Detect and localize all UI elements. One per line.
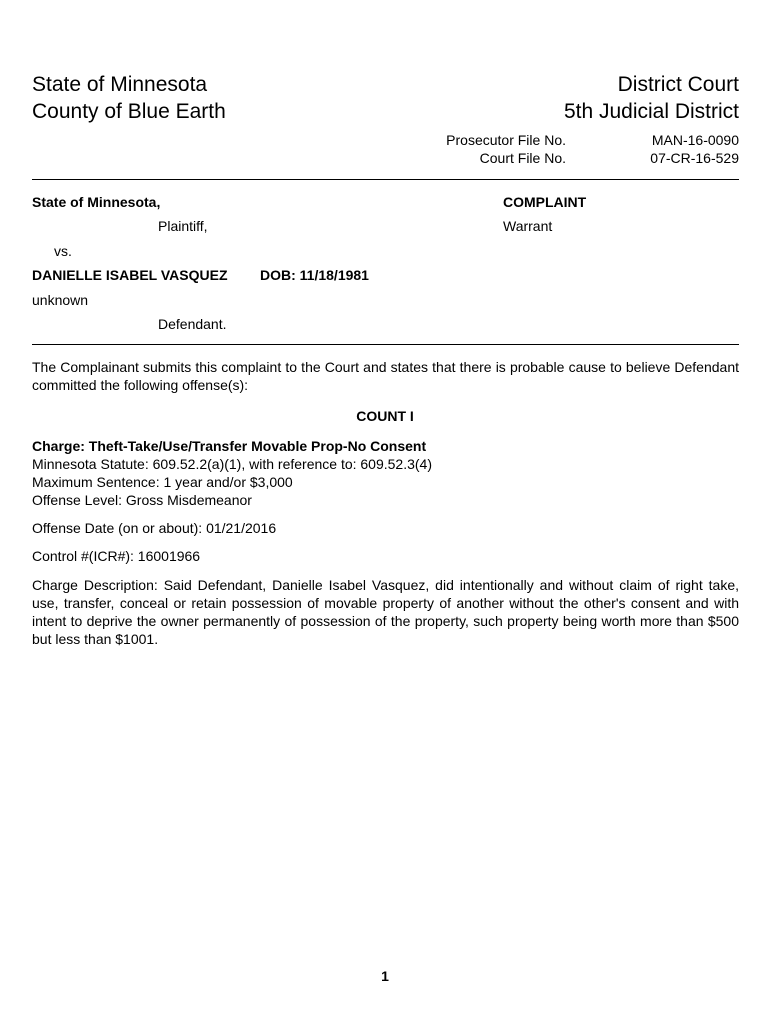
plaintiff-role: Plaintiff, bbox=[158, 218, 208, 234]
intro-paragraph: The Complainant submits this complaint to the Court and states that there is probable cause to believe Defendant committed the following offense(s): bbox=[32, 359, 739, 393]
count-heading: COUNT I bbox=[356, 408, 414, 424]
defendant-role: Defendant. bbox=[158, 316, 227, 332]
court-file-value: 07-CR-16-529 bbox=[650, 150, 739, 166]
prosecutor-file-value: MAN-16-0090 bbox=[651, 132, 739, 148]
offense-date: Offense Date (on or about): 01/21/2016 bbox=[32, 520, 277, 536]
header-divider bbox=[32, 179, 739, 180]
charge-title: Charge: Theft-Take/Use/Transfer Movable Prop-No Consent bbox=[32, 438, 427, 454]
court-heading: District Court bbox=[617, 73, 739, 96]
state-heading: State of Minnesota bbox=[32, 73, 208, 96]
document-subtype: Warrant bbox=[503, 218, 553, 234]
defendant-dob: DOB: 11/18/1981 bbox=[260, 267, 369, 283]
court-file-label: Court File No. bbox=[479, 150, 566, 166]
document-type: COMPLAINT bbox=[503, 194, 587, 210]
charge-description: Charge Description: Said Defendant, Danielle Isabel Vasquez, did intentionally and without claim of right take, use, transfer, conceal or retain possession of movable property of another without the other's consent and with intent to deprive the owner permanently of possession of the property, such property being worth more than $500 but less than $1001. bbox=[32, 577, 739, 647]
defendant-name: DANIELLE ISABEL VASQUEZ bbox=[32, 267, 228, 283]
max-sentence-text: Maximum Sentence: 1 year and/or $3,000 bbox=[32, 474, 293, 490]
caption-divider bbox=[32, 344, 739, 345]
control-number: Control #(ICR#): 16001966 bbox=[32, 548, 201, 564]
county-heading: County of Blue Earth bbox=[32, 100, 226, 123]
plaintiff-name: State of Minnesota, bbox=[32, 194, 161, 210]
statute-text: Minnesota Statute: 609.52.2(a)(1), with reference to: 609.52.3(4) bbox=[32, 456, 433, 472]
defendant-address: unknown bbox=[32, 292, 89, 308]
prosecutor-file-label: Prosecutor File No. bbox=[446, 132, 566, 148]
page-number: 1 bbox=[381, 968, 389, 984]
charge-block bbox=[32, 437, 432, 509]
district-heading: 5th Judicial District bbox=[563, 100, 739, 123]
versus-text: vs. bbox=[54, 243, 72, 259]
offense-level-text: Offense Level: Gross Misdemeanor bbox=[32, 492, 252, 508]
